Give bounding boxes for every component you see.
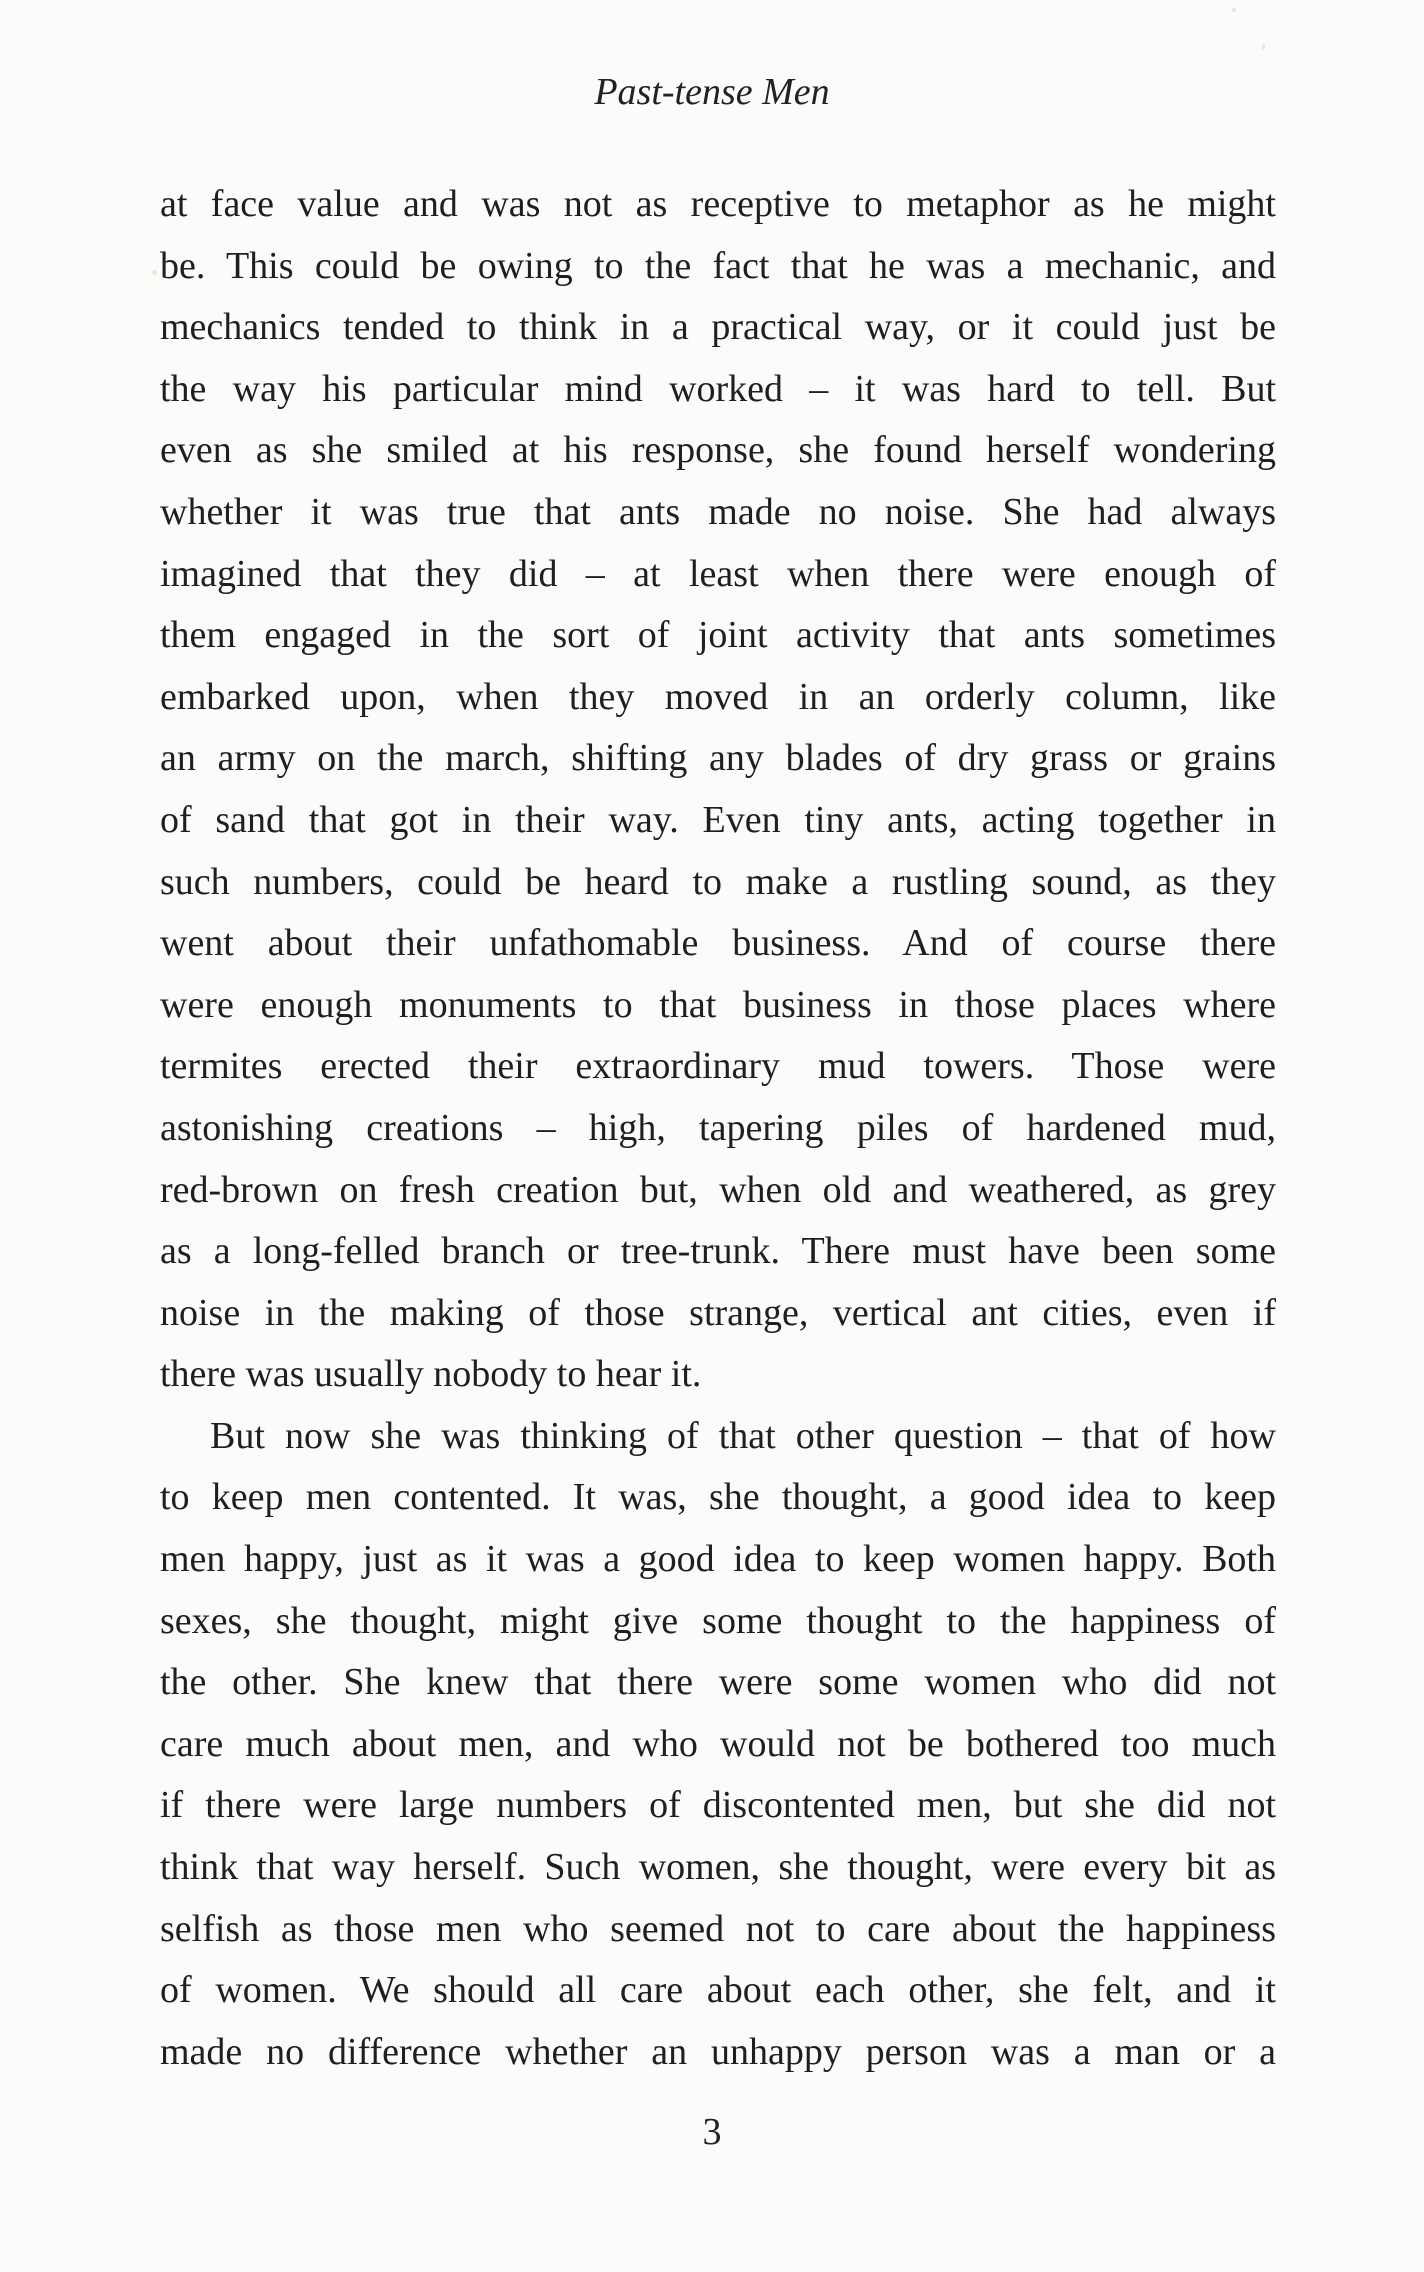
text-line: of sand that got in their way. Even tiny ants, acting together in: [160, 798, 1276, 841]
text-line: whether it was true that ants made no noise. She had always: [160, 490, 1276, 533]
text-line: were enough monuments to that business in those places where: [160, 983, 1276, 1026]
body-text: [160, 174, 1276, 2083]
text-line: even as she smiled at his response, she found herself wondering: [160, 429, 1276, 472]
text-line: if there were large numbers of discontented men, but she did not: [160, 1784, 1276, 1827]
text-line: to keep men contented. It was, she thought, a good idea to keep: [160, 1476, 1276, 1519]
text-line: made no difference whether an unhappy person was a man or a: [160, 2030, 1276, 2073]
text-line: sexes, she thought, might give some thought to the happiness of: [160, 1599, 1276, 1642]
text-line: as a long-felled branch or tree-trunk. There must have been some: [160, 1230, 1276, 1273]
paragraph: [160, 1406, 1276, 2084]
text-line: embarked upon, when they moved in an orderly column, like: [160, 675, 1276, 718]
text-line: such numbers, could be heard to make a rustling sound, as they: [160, 860, 1276, 903]
text-line: be. This could be owing to the fact that he was a mechanic, and: [160, 244, 1276, 287]
text-line: astonishing creations – high, tapering piles of hardened mud,: [160, 1106, 1276, 1149]
text-line: the other. She knew that there were some women who did not: [160, 1661, 1276, 1704]
text-line: think that way herself. Such women, she thought, were every bit as: [160, 1846, 1276, 1889]
text-line: But now she was thinking of that other question – that of how: [210, 1414, 1276, 1457]
text-line: them engaged in the sort of joint activity that ants sometimes: [160, 614, 1276, 657]
scan-speck: [1232, 8, 1236, 12]
text-line: red-brown on fresh creation but, when old and weathered, as grey: [160, 1168, 1276, 1211]
text-line: selfish as those men who seemed not to care about the happiness: [160, 1907, 1276, 1950]
text-line: mechanics tended to think in a practical way, or it could just be: [160, 306, 1276, 349]
scan-speck: [152, 270, 157, 275]
text-line: imagined that they did – at least when there were enough of: [160, 552, 1276, 595]
text-line: noise in the making of those strange, vertical ant cities, even if: [160, 1291, 1276, 1334]
text-line: termites erected their extraordinary mud towers. Those were: [160, 1045, 1276, 1088]
text-line: went about their unfathomable business. And of course there: [160, 922, 1276, 965]
scan-speck: [1262, 44, 1265, 50]
paragraph: [160, 174, 1276, 1406]
text-line: at face value and was not as receptive to metaphor as he might: [160, 183, 1276, 225]
text-line: an army on the march, shifting any blades of dry grass or grains: [160, 737, 1276, 780]
text-line: men happy, just as it was a good idea to keep women happy. Both: [160, 1538, 1276, 1581]
page-number: 3: [702, 2111, 722, 2153]
text-line: the way his particular mind worked – it was hard to tell. But: [160, 367, 1276, 410]
text-line: care much about men, and who would not be bothered too much: [160, 1722, 1276, 1765]
running-head: Past-tense Men: [594, 71, 830, 113]
text-line: of women. We should all care about each other, she felt, and it: [160, 1969, 1276, 2012]
text-line: there was usually nobody to hear it.: [160, 1353, 702, 1396]
